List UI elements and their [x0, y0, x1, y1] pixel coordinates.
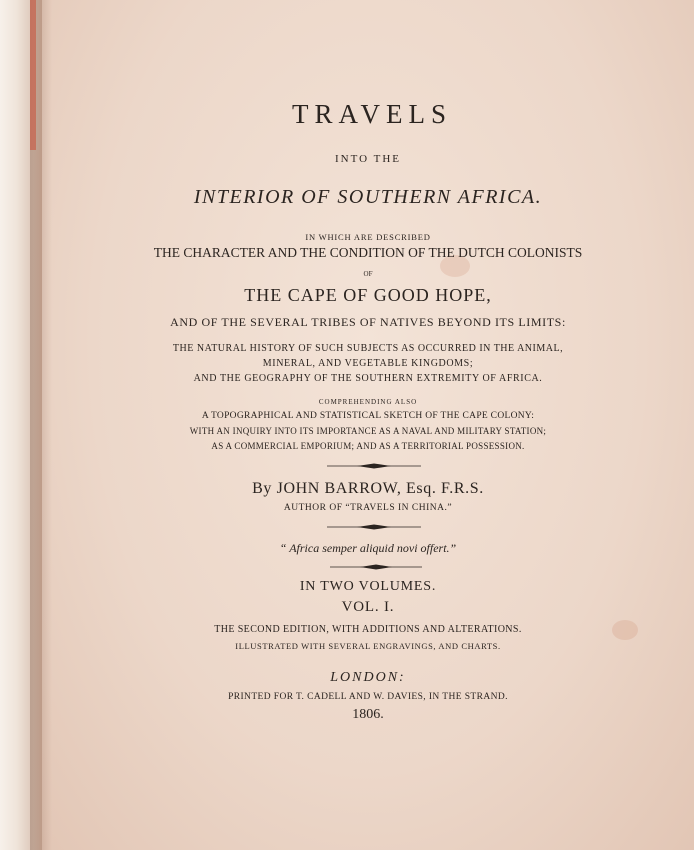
description-line: MINERAL, AND VEGETABLE KINGDOMS;: [262, 358, 474, 369]
description-intro: IN WHICH ARE DESCRIBED: [305, 232, 431, 242]
description-of: OF: [363, 270, 373, 278]
comprehending-line: AS A COMMERCIAL EMPORIUM; AND AS A TERRITORIAL POSSESSION.: [211, 441, 525, 451]
description-line: THE CHARACTER AND THE CONDITION OF THE DUTCH COLONISTS: [153, 245, 583, 260]
imprint-year: 1806.: [352, 707, 384, 722]
edition-line: THE SECOND EDITION, WITH ADDITIONS AND ALTERATIONS.: [214, 624, 522, 635]
comprehending-intro: COMPREHENDING ALSO: [318, 398, 418, 406]
page-edge-bleed: [30, 0, 36, 150]
title-subject: INTERIOR OF SOUTHERN AFRICA.: [193, 186, 543, 208]
description-line: AND OF THE SEVERAL TRIBES OF NATIVES BEYOND ITS LIMITS:: [170, 315, 566, 329]
description-place: THE CAPE OF GOOD HOPE,: [244, 285, 492, 305]
author-credit: AUTHOR OF “TRAVELS IN CHINA.”: [283, 503, 453, 513]
imprint-city: LONDON:: [330, 670, 406, 685]
title-main: TRAVELS: [291, 99, 453, 129]
comprehending-line: A TOPOGRAPHICAL AND STATISTICAL SKETCH OF THE CAPE COLONY:: [201, 411, 535, 421]
description-line: THE NATURAL HISTORY OF SUCH SUBJECTS AS OCCURRED IN THE ANIMAL,: [172, 343, 564, 354]
comprehending-line: WITH AN INQUIRY INTO ITS IMPORTANCE AS A NAVAL AND MILITARY STATION;: [189, 426, 547, 436]
author-byline: By JOHN BARROW, Esq. F.R.S.: [252, 480, 484, 497]
imprint-printer: PRINTED FOR T. CADELL AND W. DAVIES, IN THE STRAND.: [228, 692, 508, 702]
edition-line: ILLUSTRATED WITH SEVERAL ENGRAVINGS, AND CHARTS.: [235, 641, 501, 651]
volume-count: IN TWO VOLUMES.: [299, 579, 437, 594]
motto: “ Africa semper aliquid novi offert.”: [279, 541, 457, 555]
title-into: INTO THE: [334, 153, 401, 165]
description-line: AND THE GEOGRAPHY OF THE SOUTHERN EXTREMITY OF AFRICA.: [193, 373, 543, 384]
volume-number: VOL. I.: [341, 599, 395, 615]
